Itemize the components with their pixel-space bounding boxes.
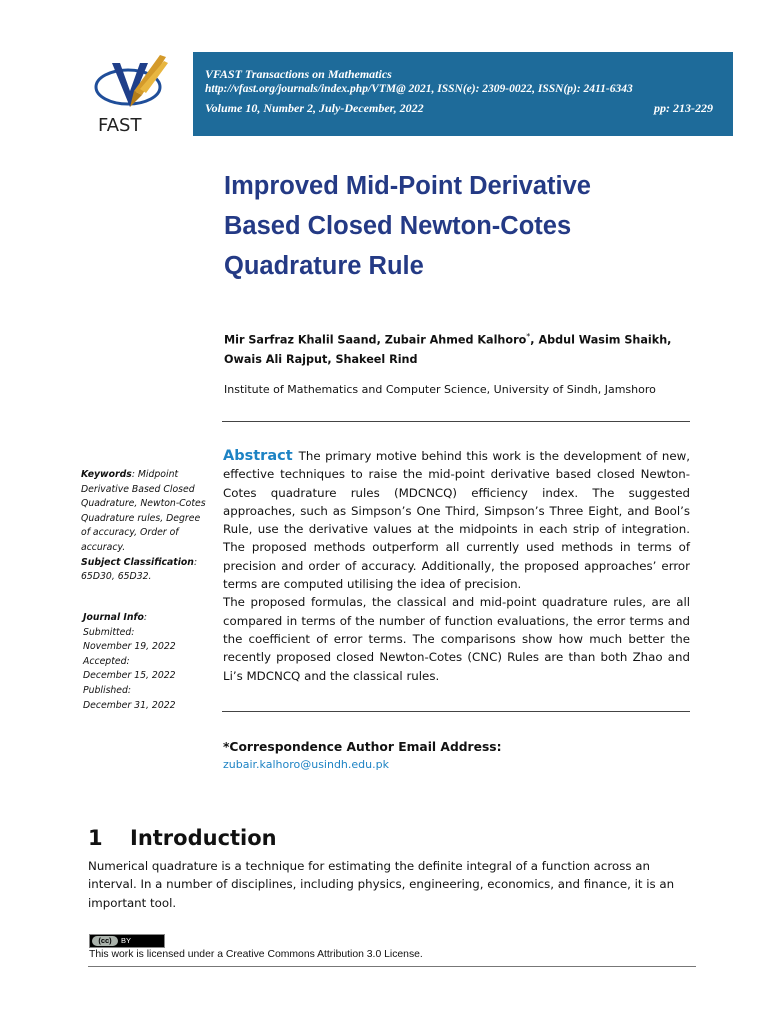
subject-classification-label: Subject Classification xyxy=(81,556,194,568)
accepted-label: Accepted: xyxy=(83,655,130,667)
subject-classification-text: 65D30, 65D32. xyxy=(81,571,152,583)
intro-paragraph: Numerical quadrature is a technique for estimating the definite integral of a function across an interval. In a number of disciplines, including physics, engineering, economics, and finance, it is an important tool. xyxy=(88,859,675,910)
vfast-logo-graphic xyxy=(90,55,190,135)
correspondence-email-link[interactable]: zubair.kalhoro@usindh.edu.pk xyxy=(223,758,389,771)
cc-icon: (cc) xyxy=(92,936,118,946)
abstract-heading: Abstract xyxy=(223,448,293,464)
section-number: 1 xyxy=(88,826,103,850)
vfast-logo xyxy=(90,55,190,135)
journal-header-banner xyxy=(193,52,733,136)
submitted-date: November 19, 2022 xyxy=(83,641,176,653)
journal-info-block xyxy=(83,611,211,713)
accepted-date: December 15, 2022 xyxy=(83,670,176,682)
corresponding-mark: * xyxy=(526,332,531,341)
divider-top xyxy=(222,421,690,422)
abstract-paragraph-2: The proposed formulas, the classical and mid-point quadrature rules, are all compared in terms of the number of function evaluations, the error terms and the coefficient of error terms. The comparisons show how much better the recently proposed closed Newton-Cotes (CNC) Rules are than both Zhao and Li’s MDCNCQ and the classical rules. xyxy=(223,595,690,683)
title-line-3: Quadrature Rule xyxy=(224,252,424,280)
abstract-paragraph-1: The primary motive behind this work is the development of new, effective techniques to raise the mid-point derivative based closed Newton-Cotes quadrature rules (MDCNCQ) efficiency index. The suggested approaches, such as Simpson’s One Third, Simpson’s Three Eight, and Bool’s Rule, use the derivative values at the midpoints in each strip of integration. The proposed methods outperform all currently used methods in terms of precision and order of accuracy. Additionally, the proposed approaches’ error terms are computed utilising the idea of precision. xyxy=(223,449,690,592)
title-line-1: Improved Mid-Point Derivative xyxy=(224,172,591,200)
paper-title xyxy=(224,166,684,286)
published-label: Published: xyxy=(83,684,132,696)
abstract xyxy=(223,447,690,685)
svg-text:FAST: FAST xyxy=(98,115,142,135)
published-date: December 31, 2022 xyxy=(83,699,176,711)
affiliation: Institute of Mathematics and Computer Science, University of Sindh, Jamshoro xyxy=(224,383,656,396)
by-icon: BY xyxy=(121,936,132,945)
cc-by-badge[interactable] xyxy=(89,934,165,948)
author-separator: , xyxy=(530,333,539,347)
correspondence-label: *Correspondence Author Email Address: xyxy=(223,740,502,754)
author-separator: , xyxy=(376,333,385,347)
title-line-2: Based Closed Newton-Cotes xyxy=(224,212,572,240)
author-separator: , xyxy=(327,352,336,366)
journal-info-label: Journal Info xyxy=(83,612,144,623)
section-title: Introduction xyxy=(130,826,277,850)
page-range: pp: 213-229 xyxy=(654,101,713,115)
submitted-label: Submitted: xyxy=(83,626,135,638)
license-text: This work is licensed under a Creative Commons Attribution 3.0 License. xyxy=(89,949,423,960)
keywords-text: : Midpoint Derivative Based Closed Quadrature, Newton-Cotes Quadrature rules, Degree of accuracy, Order of accuracy. xyxy=(81,469,206,553)
author-2: Zubair Ahmed Kalhoro xyxy=(384,333,527,347)
journal-volume: Volume 10, Number 2, July-December, 2022 xyxy=(205,101,424,115)
label-colon: : xyxy=(193,556,198,568)
keywords-block xyxy=(81,468,209,585)
author-3-4: Abdul Wasim Shaikh, Owais Ali Rajput xyxy=(224,333,672,366)
author-5: Shakeel Rind xyxy=(335,352,418,366)
author-list xyxy=(224,327,704,369)
label-colon: : xyxy=(143,612,148,623)
author-1: Mir Sarfraz Khalil Saand xyxy=(224,333,377,347)
journal-name: VFAST Transactions on Mathematics xyxy=(205,67,392,81)
footer-divider xyxy=(88,966,696,967)
keywords-label: Keywords xyxy=(81,469,132,480)
journal-url-issn[interactable]: http://vfast.org/journals/index.php/VTM@ 2021, ISSN(e): 2309-0022, ISSN(p): 2411-6343 xyxy=(205,83,633,95)
divider-bottom xyxy=(222,711,690,712)
section-heading xyxy=(88,826,277,850)
